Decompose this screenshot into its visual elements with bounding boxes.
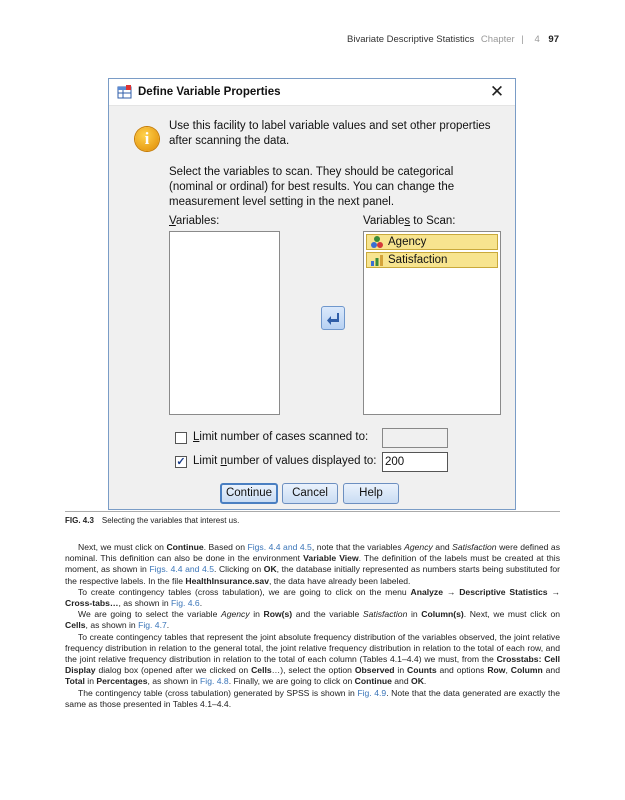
text-run: Row xyxy=(487,665,506,676)
text-run: in xyxy=(249,609,264,620)
running-head xyxy=(347,34,559,45)
body-paragraph xyxy=(65,609,560,631)
text-run: Satisfaction xyxy=(362,609,408,620)
text-run: Continue xyxy=(354,676,392,687)
figure-reference-link[interactable]: Fig. 4.9 xyxy=(357,687,387,698)
text-run: , as shown in xyxy=(85,620,139,631)
text-run: in xyxy=(394,665,407,676)
text-run: Next, we must click on xyxy=(78,542,167,552)
text-run: . xyxy=(166,620,170,631)
figure-caption xyxy=(65,516,239,525)
text-run: We are going to select the variable xyxy=(78,609,221,620)
page-number: 97 xyxy=(548,34,559,45)
body-paragraph xyxy=(65,688,560,710)
nominal-icon xyxy=(370,235,384,249)
figure-reference-link[interactable]: Figs. 4.4 and 4.5 xyxy=(149,564,214,575)
caption-rule xyxy=(65,511,560,512)
running-head-chapter: Chapter xyxy=(480,34,515,45)
text-run: Agency xyxy=(220,609,250,620)
text-run: . xyxy=(199,598,203,609)
running-head-separator: | xyxy=(521,34,524,45)
text-run: To create contingency tables that represent the joint absolute frequency distribution of the variables observed, the joint relative frequency distribution in relation to the general total, the joint relative frequency distribution in relation to the total of each row, and the joint relative frequency distribution in relation to the total of each column (Tables 4.1–4.4) we must, from the xyxy=(65,631,560,665)
text-run: Cells xyxy=(251,665,272,676)
ordinal-icon xyxy=(370,253,384,267)
variables-to-scan-label: Variables to Scan: xyxy=(363,215,456,227)
body-paragraph xyxy=(65,632,560,688)
limit-values-checkbox[interactable]: ✓ xyxy=(176,456,186,468)
text-run: and the variable xyxy=(292,609,363,620)
limit-cases-checkbox[interactable] xyxy=(175,432,187,444)
limit-values-input[interactable]: 200 xyxy=(382,452,448,472)
body-paragraph xyxy=(65,587,560,609)
text-run: . Note that the data generated are exactly the same as those presented in Tables 4.1–4.4. xyxy=(65,687,560,709)
text-run: , the database initially represented as numbers starts being substituted for the respective labels. In the file xyxy=(65,564,560,586)
arrow-left-icon xyxy=(322,307,344,329)
text-run: Total xyxy=(65,676,85,687)
define-variable-properties-dialog xyxy=(108,78,516,510)
text-run: Analyze → Descriptive Statistics → Cross-tabs… xyxy=(65,586,560,609)
text-run: , as shown in xyxy=(118,598,172,609)
text-run: Crosstabs: Cell Display xyxy=(65,654,560,676)
text-run: . xyxy=(423,676,427,687)
figure-reference-link[interactable]: Fig. 4.7 xyxy=(138,620,167,631)
text-run: were defined as nominal. This definition can also be done in the environment xyxy=(65,542,560,564)
text-run: …), select the option xyxy=(271,665,355,676)
text-run: Counts xyxy=(407,665,437,676)
text-run: Observed xyxy=(354,665,395,676)
figure-reference-link[interactable]: Figs. 4.4 and 4.5 xyxy=(247,542,312,552)
text-run: To create contingency tables (cross tabulation), we are going to click on the menu xyxy=(78,586,411,597)
figure-caption-text: Selecting the variables that interest us. xyxy=(101,516,240,525)
text-run: and xyxy=(542,665,560,676)
text-run: , note that the variables xyxy=(311,542,405,552)
text-run: Column(s) xyxy=(421,609,464,620)
help-button[interactable]: Help xyxy=(343,483,399,504)
text-run: Agency xyxy=(404,542,433,552)
limit-values-label: Limit number of values displayed to: xyxy=(193,455,377,467)
figure-reference-link[interactable]: Fig. 4.6 xyxy=(171,598,200,609)
body-paragraph xyxy=(65,542,560,587)
instruction-message: Select the variables to scan. They should be categorical (nominal or ordinal) for best results. You can change the measurement level setting in the next panel. xyxy=(169,166,455,208)
intro-message: Use this facility to label variable values and set other properties after scanning the data. xyxy=(169,120,491,147)
text-run: Continue xyxy=(166,542,204,552)
move-variable-button[interactable] xyxy=(321,306,345,330)
text-run: , the data have already been labeled. xyxy=(268,575,411,586)
figure-reference-link[interactable]: Fig. 4.8 xyxy=(200,676,229,687)
dialog-title: Define Variable Properties xyxy=(138,86,281,98)
text-run: , as shown in xyxy=(147,676,201,687)
text-run: Column xyxy=(510,665,543,676)
text-run: , xyxy=(505,665,511,676)
body-text xyxy=(65,542,560,710)
text-run: in xyxy=(84,676,97,687)
scan-item-label: Satisfaction xyxy=(388,254,448,266)
text-run: Percentages xyxy=(96,676,148,687)
dialog-titlebar xyxy=(109,79,515,106)
text-run: Satisfaction xyxy=(452,542,497,552)
text-run: . Clicking on xyxy=(213,564,264,575)
text-run: dialog box (opened after we clicked on xyxy=(95,665,252,676)
text-run: and xyxy=(432,542,453,552)
text-run: Cells xyxy=(65,620,86,631)
text-run: . The definition of the labels must be created at this moment, as shown in xyxy=(65,553,561,575)
continue-button[interactable]: Continue xyxy=(220,483,278,504)
cancel-button[interactable]: Cancel xyxy=(282,483,338,504)
figure-label: FIG. 4.3 xyxy=(65,516,94,525)
text-run: Variable View xyxy=(303,553,359,564)
scan-item-label: Agency xyxy=(388,236,427,248)
text-run: and xyxy=(391,676,412,687)
text-run: and options xyxy=(436,665,488,676)
variables-label: Variables: xyxy=(169,215,220,227)
running-head-title: Bivariate Descriptive Statistics xyxy=(347,34,475,45)
text-run: . Based on xyxy=(203,542,248,552)
limit-cases-input[interactable] xyxy=(382,428,448,448)
text-run: . Next, we must click on xyxy=(463,609,561,620)
variables-list[interactable] xyxy=(169,231,280,415)
info-icon: i xyxy=(135,127,159,151)
scan-item-satisfaction[interactable] xyxy=(366,252,498,268)
text-run: Row(s) xyxy=(263,609,293,620)
variables-to-scan-list[interactable] xyxy=(363,231,501,415)
text-run: OK xyxy=(263,564,277,575)
limit-cases-label: Limit number of cases scanned to: xyxy=(193,431,369,443)
running-head-chapter-number: 4 xyxy=(534,34,540,45)
scan-item-agency[interactable] xyxy=(366,234,498,250)
text-run: . Finally, we are going to click on xyxy=(228,676,355,687)
define-properties-icon xyxy=(117,84,133,100)
text-run: OK xyxy=(411,676,424,687)
text-run: in xyxy=(407,609,422,620)
text-run: HealthInsurance.sav xyxy=(185,575,269,586)
close-button[interactable]: ✕ xyxy=(489,82,505,101)
text-run: The contingency table (cross tabulation) generated by SPSS is shown in xyxy=(78,687,358,698)
